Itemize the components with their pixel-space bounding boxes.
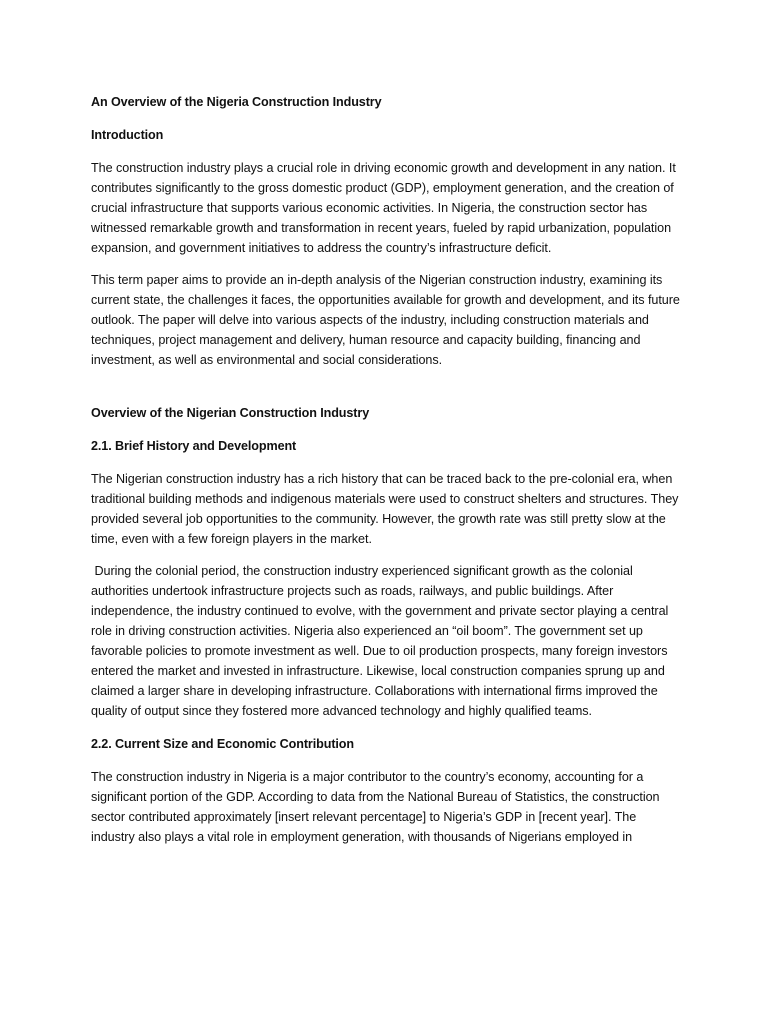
- section-2-1-heading: 2.1. Brief History and Development: [91, 439, 297, 453]
- overview-heading: Overview of the Nigerian Construction Industry: [91, 406, 370, 420]
- intro-paragraph-2: This term paper aims to provide an in-depth analysis of the Nigerian construction industry, examining its current state, the challenges it faces, the opportunities available for growth and development, and its future outlook. The paper will delve into various aspects of the industry, including construction materials and techniques, project management and delivery, human resource and capacity building, financing and investment, as well as environmental and social considerations.: [91, 273, 680, 367]
- section-2-2-paragraph-1: The construction industry in Nigeria is a major contributor to the country’s economy, accounting for a significant portion of the GDP. According to data from the National Bureau of Statistics, the construction sector contributed approximately [insert relevant percentage] to Nigeria’s GDP in [recent year]. The industry also plays a vital role in employment generation, with thousands of Nigerians employed in: [91, 770, 660, 844]
- section-2-1-paragraph-1: The Nigerian construction industry has a rich history that can be traced back to the pre-colonial era, when traditional building methods and indigenous materials were used to construct shelters and structures. They provided several job opportunities to the community. However, the growth rate was still pretty slow at the time, even with a few foreign players in the market.: [91, 472, 679, 546]
- section-2-2-heading: 2.2. Current Size and Economic Contribution: [91, 737, 354, 751]
- document-title: An Overview of the Nigeria Construction Industry: [91, 95, 382, 109]
- intro-heading: Introduction: [91, 128, 164, 142]
- intro-paragraph-1: The construction industry plays a crucial role in driving economic growth and development in any nation. It contributes significantly to the gross domestic product (GDP), employment generation, and the creation of crucial infrastructure that supports various economic activities. In Nigeria, the construction sector has witnessed remarkable growth and transformation in recent years, fueled by rapid urbanization, population expansion, and government initiatives to address the country’s infrastructure deficit.: [91, 161, 676, 255]
- section-2-1-paragraph-2: During the colonial period, the construction industry experienced significant growth as the colonial authorities undertook infrastructure projects such as roads, railways, and public buildings. After independence, the industry continued to evolve, with the government and private sector playing a central role in driving construction activities. Nigeria also experienced an “oil boom”. The government set up favorable policies to promote investment as well. Due to oil production prospects, many foreign investors entered the market and invested in infrastructure. Likewise, local construction companies sprung up and claimed a larger share in developing infrastructure. Collaborations with international firms improved the quality of output since they fostered more advanced technology and highly qualified teams.: [91, 564, 672, 718]
- document-page: [91, 92, 683, 847]
